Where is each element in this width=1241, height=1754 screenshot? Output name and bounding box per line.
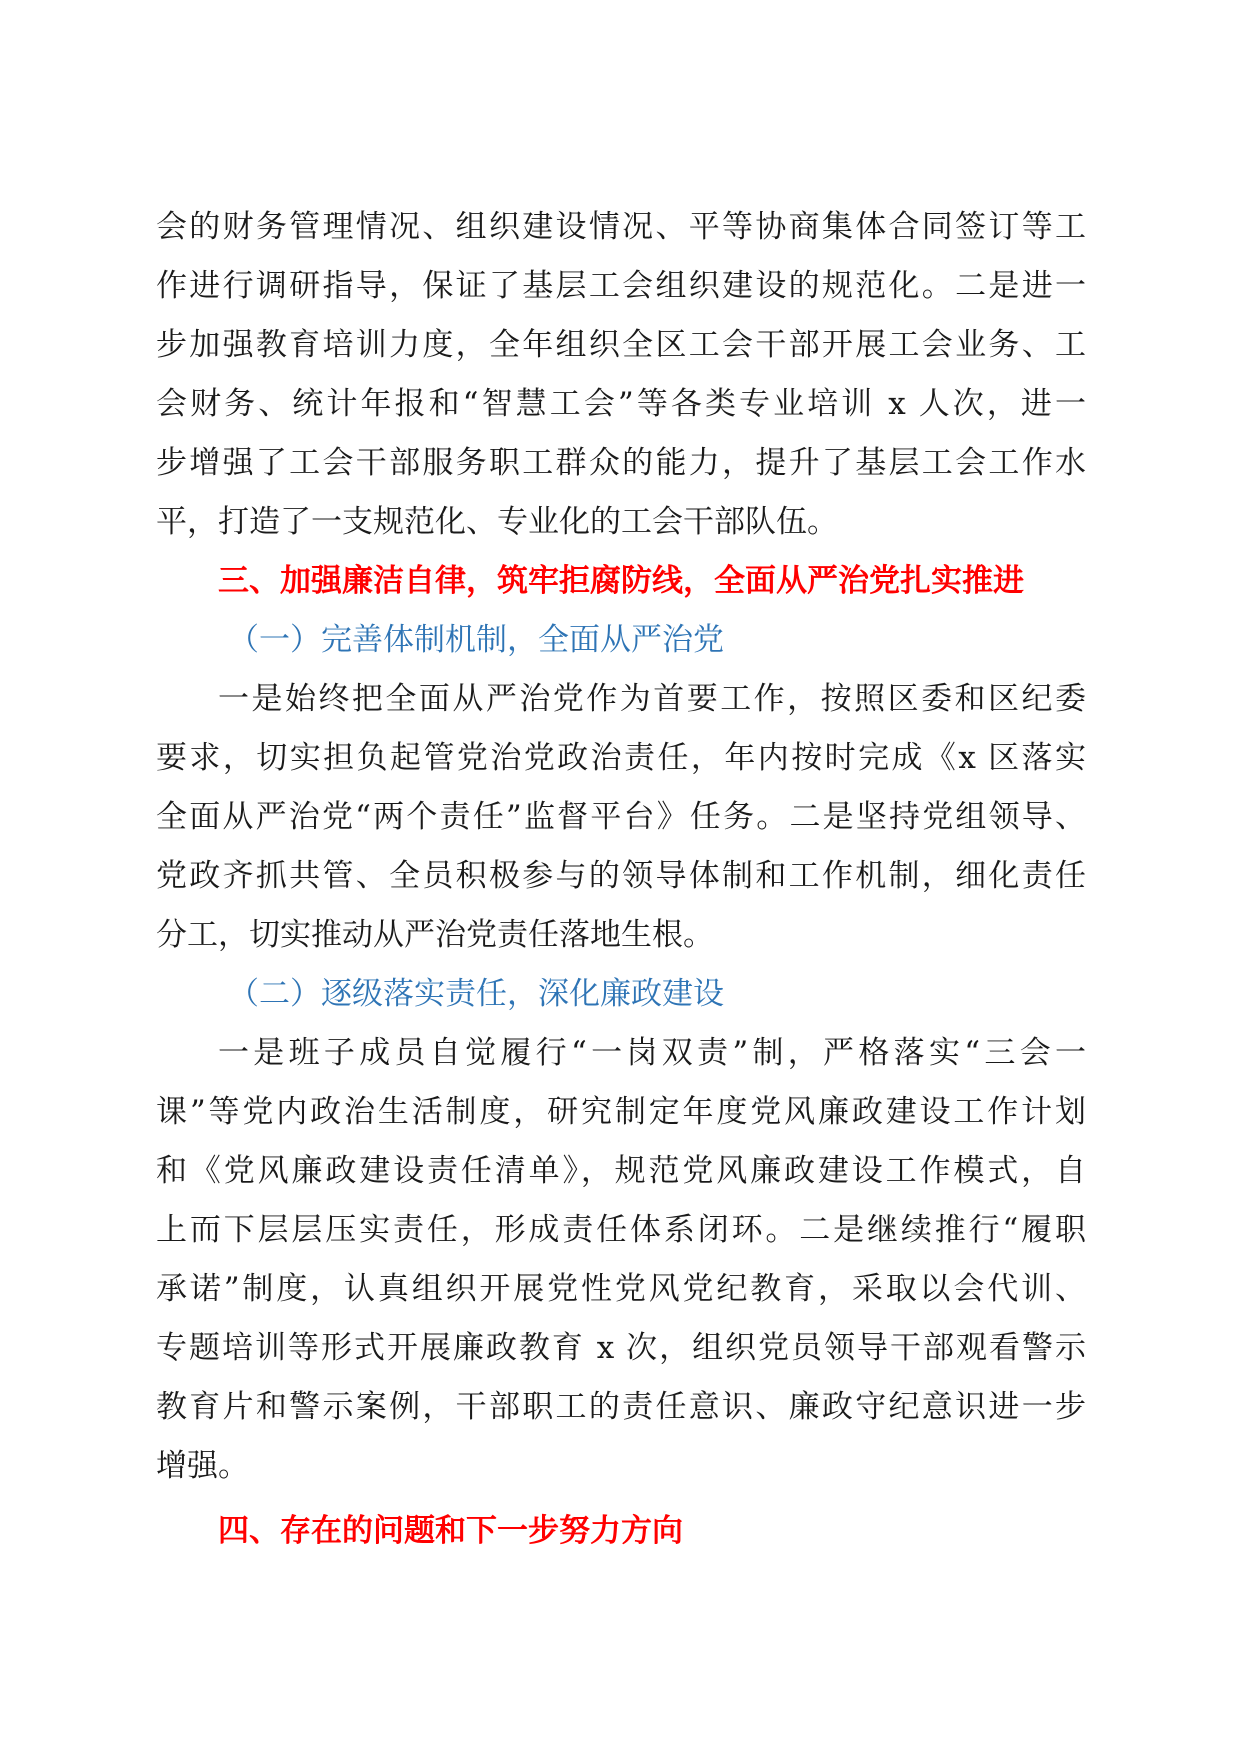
text-line: 课”等党内政治生活制度，研究制定年度党风廉政建设工作计划 bbox=[156, 1094, 1086, 1130]
section-heading-3: 三、加强廉洁自律，筑牢拒腐防线，全面从严治党扎实推进 bbox=[218, 563, 1024, 599]
document-page bbox=[156, 198, 1086, 1561]
section-heading-4: 四、存在的问题和下一步努力方向 bbox=[218, 1513, 683, 1549]
text-line: 会财务、统计年报和“智慧工会”等各类专业培训 x 人次，进一 bbox=[156, 386, 1086, 422]
text-line: 上而下层层压实责任，形成责任体系闭环。二是继续推行“履职 bbox=[156, 1212, 1086, 1248]
text-line: 要求，切实担负起管党治党政治责任，年内按时完成《x 区落实 bbox=[156, 740, 1086, 776]
text-line: 教育片和警示案例，干部职工的责任意识、廉政守纪意识进一步 bbox=[156, 1389, 1086, 1425]
text-line: 作进行调研指导，保证了基层工会组织建设的规范化。二是进一 bbox=[156, 268, 1086, 304]
text-line: 步增强了工会干部服务职工群众的能力，提升了基层工会工作水 bbox=[156, 445, 1086, 481]
text-line: 专题培训等形式开展廉政教育 x 次，组织党员领导干部观看警示 bbox=[156, 1330, 1086, 1366]
subsection-heading-3-2: （二）逐级落实责任，深化廉政建设 bbox=[228, 976, 724, 1012]
text-line: 和《党风廉政建设责任清单》，规范党风廉政建设工作模式，自 bbox=[156, 1153, 1086, 1189]
text-line: 增强。 bbox=[156, 1448, 249, 1484]
text-line: 平，打造了一支规范化、专业化的工会干部队伍。 bbox=[156, 504, 838, 540]
text-line: 全面从严治党“两个责任”监督平台》任务。二是坚持党组领导、 bbox=[156, 799, 1086, 835]
text-line: 步加强教育培训力度，全年组织全区工会干部开展工会业务、工 bbox=[156, 327, 1086, 363]
subsection-heading-3-1: （一）完善体制机制，全面从严治党 bbox=[228, 622, 724, 658]
text-line: 一是班子成员自觉履行“一岗双责”制，严格落实“三会一 bbox=[218, 1035, 1086, 1071]
paragraph-responsibility bbox=[156, 1024, 1086, 1496]
text-line: 分工，切实推动从严治党责任落地生根。 bbox=[156, 917, 714, 953]
paragraph-union-training bbox=[156, 198, 1086, 552]
paragraph-system-mechanism bbox=[156, 670, 1086, 965]
text-line: 承诺”制度，认真组织开展党性党风党纪教育，采取以会代训、 bbox=[156, 1271, 1086, 1307]
text-line: 会的财务管理情况、组织建设情况、平等协商集体合同签订等工 bbox=[156, 209, 1086, 245]
text-line: 一是始终把全面从严治党作为首要工作，按照区委和区纪委 bbox=[218, 681, 1086, 717]
text-line: 党政齐抓共管、全员积极参与的领导体制和工作机制，细化责任 bbox=[156, 858, 1086, 894]
